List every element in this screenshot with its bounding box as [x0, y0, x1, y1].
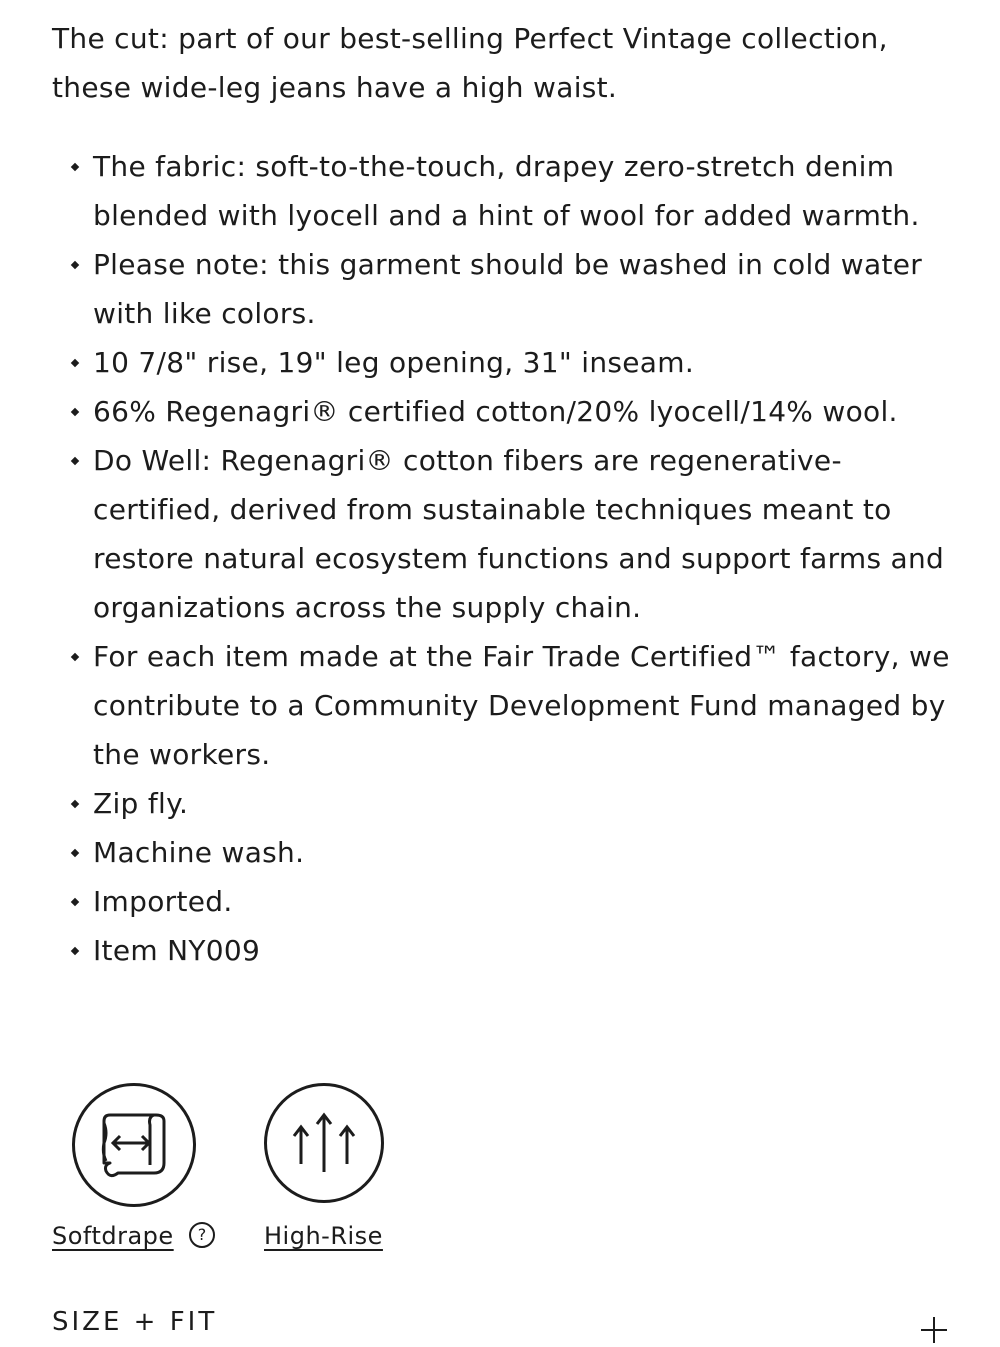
list-item: Please note: this garment should be washed in cold water with like colors.: [52, 240, 952, 338]
list-item: Imported.: [52, 877, 952, 926]
list-item: Item NY009: [52, 926, 952, 975]
description-intro: The cut: part of our best-selling Perfect Vintage collection, these wide-leg jeans have a high waist.: [52, 22, 888, 104]
feature-list: [52, 142, 952, 975]
size-fit-accordion[interactable]: [52, 1307, 949, 1347]
high-rise-link[interactable]: High-Rise: [264, 1222, 383, 1250]
list-item: Machine wash.: [52, 828, 952, 877]
softdrape-link[interactable]: Softdrape: [52, 1222, 174, 1250]
list-item: Zip fly.: [52, 779, 952, 828]
list-item: The fabric: soft-to-the-touch, drapey zero-stretch denim blended with lyocell and a hint of wool for added warmth.: [52, 142, 952, 240]
question-mark-icon[interactable]: ?: [189, 1222, 215, 1248]
softdrape-badge[interactable]: [72, 1083, 196, 1207]
list-item: For each item made at the Fair Trade Certified™ factory, we contribute to a Community Development Fund managed by the workers.: [52, 632, 952, 779]
list-item: Do Well: Regenagri® cotton fibers are regenerative-certified, derived from sustainable techniques meant to restore natural ecosystem functions and support farms and organizations across the supply chain.: [52, 436, 952, 632]
product-description: [52, 14, 952, 975]
list-item: 10 7/8" rise, 19" leg opening, 31" inseam.: [52, 338, 952, 387]
size-fit-title: SIZE + FIT: [52, 1307, 218, 1337]
list-item: 66% Regenagri® certified cotton/20% lyocell/14% wool.: [52, 387, 952, 436]
high-rise-badge[interactable]: [264, 1083, 384, 1203]
high-rise-arrows-icon: [264, 1083, 384, 1203]
fabric-drape-icon: [72, 1083, 196, 1207]
plus-icon[interactable]: [919, 1315, 949, 1345]
